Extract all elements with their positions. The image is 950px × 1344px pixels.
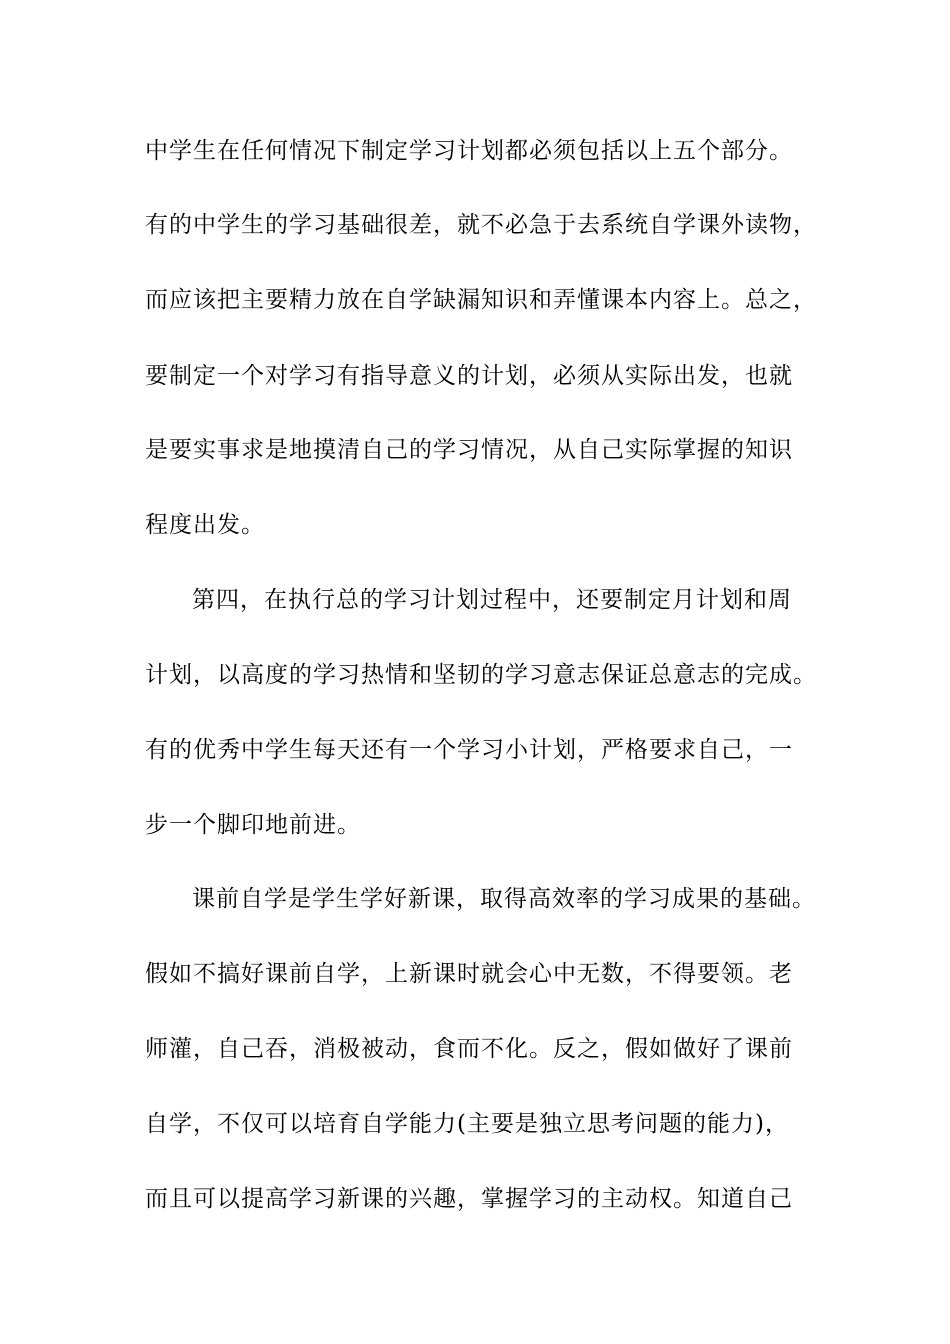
text-line: 程度出发。	[145, 512, 265, 538]
text-line: 而应该把主要精力放在自学缺漏知识和弄懂课本内容上。总之，	[145, 287, 817, 313]
text-line: 自学，不仅可以培育自学能力(主要是独立思考问题的能力)，	[145, 1111, 789, 1137]
text-line: 中学生在任何情况下制定学习计划都必须包括以上五个部分。	[145, 138, 793, 164]
text-line: 是要实事求是地摸清自己的学习情况，从自己实际掌握的知识	[145, 437, 793, 463]
text-line: 有的优秀中学生每天还有一个学习小计划，严格要求自己，一	[145, 737, 793, 763]
text-line: 步一个脚印地前进。	[145, 812, 361, 838]
text-line: 而且可以提高学习新课的兴趣，掌握学习的主动权。知道自己	[145, 1186, 793, 1212]
text-line: 要制定一个对学习有指导意义的计划，必须从实际出发，也就	[145, 363, 793, 389]
text-line: 课前自学是学生学好新课，取得高效率的学习成果的基础。	[192, 886, 816, 912]
text-line: 师灌，自己吞，消极被动，食而不化。反之，假如做好了课前	[145, 1036, 793, 1062]
text-line: 假如不搞好课前自学，上新课时就会心中无数，不得要领。老	[145, 961, 793, 987]
text-line: 计划，以高度的学习热情和坚韧的学习意志保证总意志的完成。	[145, 662, 817, 688]
text-line: 第四，在执行总的学习计划过程中，还要制定月计划和周	[192, 587, 792, 613]
text-line: 有的中学生的学习基础很差，就不必急于去系统自学课外读物，	[145, 212, 817, 238]
